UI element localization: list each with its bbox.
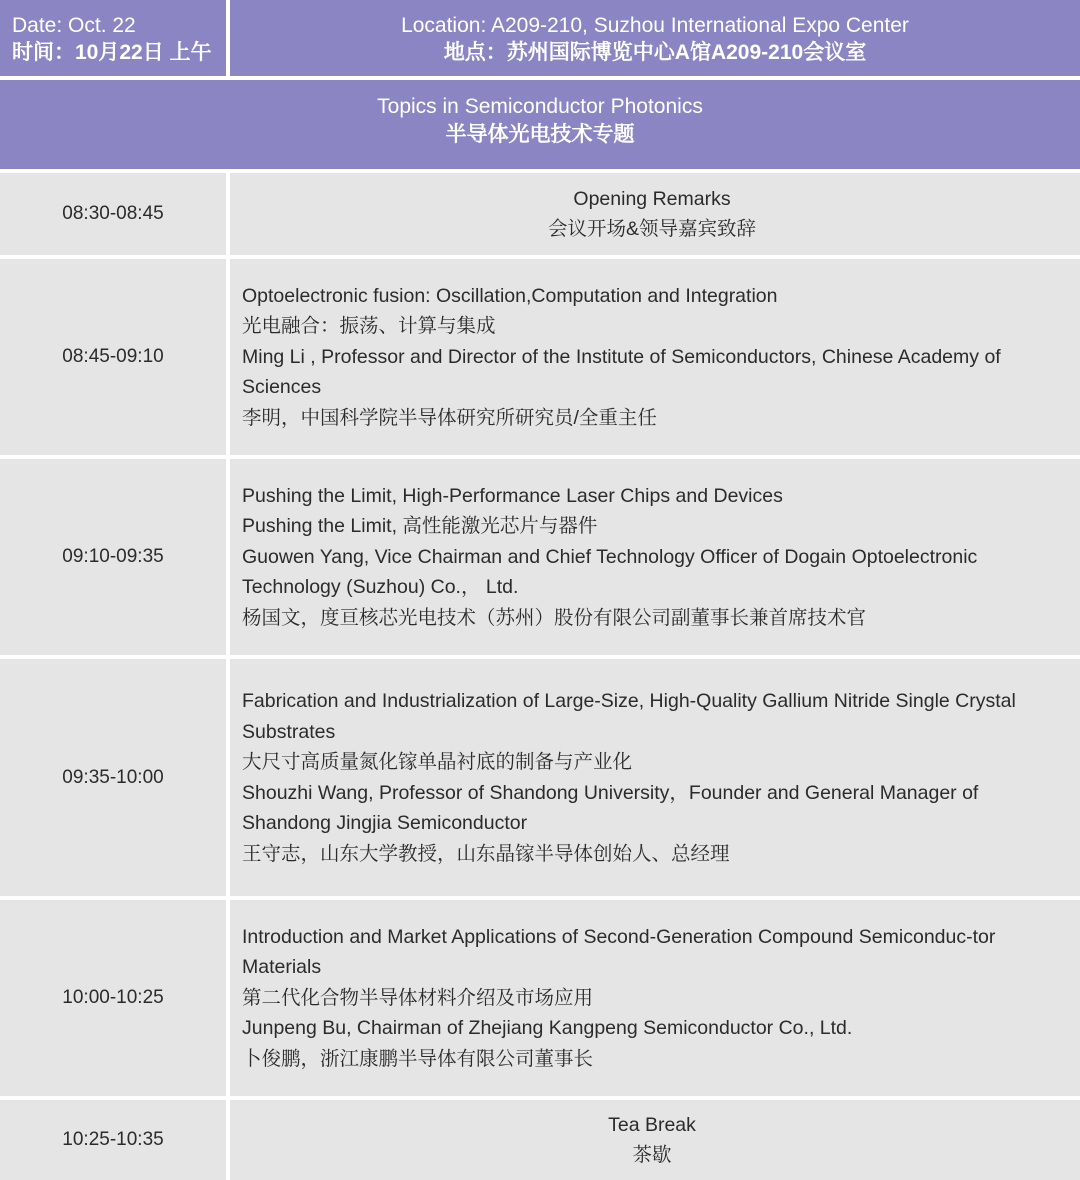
location-cn: 地点：苏州国际博览中心A馆A209-210会议室 — [443, 41, 867, 64]
session-title-cn: Pushing the Limit, 高性能激光芯片与器件 — [242, 515, 598, 538]
location-cell — [230, 0, 1080, 76]
session-content — [230, 459, 1080, 655]
session-row — [0, 659, 1080, 900]
session-row — [0, 259, 1080, 459]
session-title-en: Optoelectronic fusion: Oscillation,Computation and Integration — [242, 284, 778, 307]
session-title-cn: 茶歇 — [632, 1144, 672, 1166]
session-content — [230, 259, 1080, 455]
speaker-cn: 杨国文，度亘核芯光电技术（苏州）股份有限公司副董事长兼首席技术官 — [242, 606, 867, 629]
agenda-header — [0, 0, 1080, 80]
session-title-en: Opening Remarks — [573, 187, 731, 210]
session-row — [0, 459, 1080, 659]
session-title-en: Introduction and Market Applications of Second-Generation Compound Semiconduc-tor Materials — [242, 925, 996, 979]
session-title-en: Pushing the Limit, High-Performance Laser Chips and Devices — [242, 484, 783, 507]
session-row — [0, 900, 1080, 1100]
session-row — [0, 1100, 1080, 1180]
session-content — [230, 1100, 1080, 1180]
session-content — [230, 659, 1080, 896]
topic-title-cn: 半导体光电技术专题 — [445, 123, 635, 146]
session-time: 09:35-10:00 — [0, 659, 230, 896]
speaker-cn: 卜俊鹏，浙江康鹏半导体有限公司董事长 — [242, 1047, 594, 1070]
speaker-cn: 李明，中国科学院半导体研究所研究员/全重主任 — [242, 406, 657, 429]
date-cn: 时间：10月22日 上午 — [12, 41, 212, 64]
session-content — [230, 173, 1080, 255]
session-title-cn: 光电融合：振荡、计算与集成 — [242, 315, 496, 338]
session-time: 10:25-10:35 — [0, 1100, 230, 1180]
topic-title-en: Topics in Semiconductor Photonics — [377, 95, 703, 118]
date-en: Date: Oct. 22 — [12, 14, 136, 37]
session-title-cn: 大尺寸高质量氮化镓单晶衬底的制备与产业化 — [242, 751, 633, 773]
speaker-en: Ming Li , Professor and Director of the Institute of Semiconductors, Chinese Academy of Sciences — [242, 345, 1001, 399]
session-content — [230, 900, 1080, 1096]
session-title-cn: 第二代化合物半导体材料介绍及市场应用 — [242, 986, 594, 1009]
session-time: 08:45-09:10 — [0, 259, 230, 455]
date-cell — [0, 0, 230, 76]
topic-banner — [0, 80, 1080, 173]
session-time: 10:00-10:25 — [0, 900, 230, 1096]
speaker-en: Shouzhi Wang, Professor of Shandong University，Founder and General Manager of Shandong Jingjia Semiconductor — [242, 781, 979, 834]
speaker-cn: 王守志，山东大学教授，山东晶镓半导体创始人、总经理 — [242, 842, 730, 865]
session-time: 09:10-09:35 — [0, 459, 230, 655]
session-title-en: Tea Break — [608, 1113, 696, 1136]
session-title-en: Fabrication and Industrialization of Large-Size, High-Quality Gallium Nitride Single Crystal Substrates — [242, 690, 1016, 743]
session-time: 08:30-08:45 — [0, 173, 230, 255]
location-en: Location: A209-210, Suzhou International Expo Center — [401, 14, 909, 37]
speaker-en: Junpeng Bu, Chairman of Zhejiang Kangpeng Semiconductor Co., Ltd. — [242, 1017, 853, 1040]
session-row — [0, 173, 1080, 259]
session-title-cn: 会议开场&领导嘉宾致辞 — [547, 218, 756, 240]
speaker-en: Guowen Yang, Vice Chairman and Chief Technology Officer of Dogain Optoelectronic Technology (Suzhou) Co.， Ltd. — [242, 545, 978, 599]
